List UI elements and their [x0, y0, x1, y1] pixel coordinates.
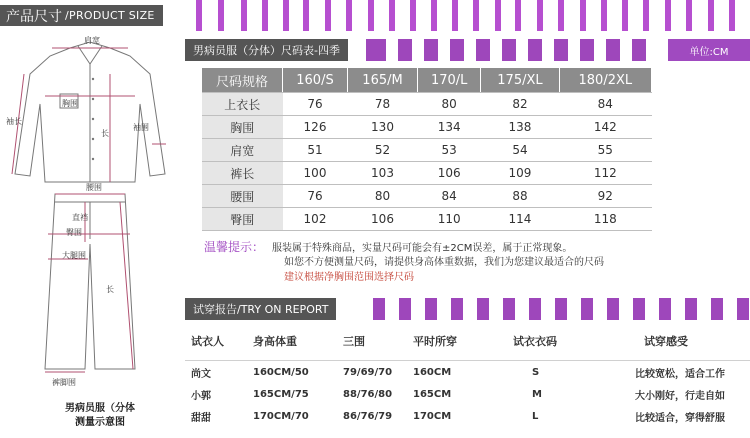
header-stripe [452, 0, 458, 31]
table-row [185, 383, 750, 405]
header-stripe [241, 0, 247, 31]
label-hip: 臀围 [66, 228, 82, 237]
header-stripe [558, 0, 564, 31]
section-stripe [398, 39, 412, 61]
header-stripe [495, 0, 501, 31]
page-header [0, 0, 750, 31]
table-cell: 112 [559, 162, 651, 185]
section-stripe [450, 39, 464, 61]
header-stripe [346, 0, 352, 31]
notes-warning-label: 温馨提示： [204, 240, 265, 254]
table-cell: 大小刚好，行走自如 [635, 390, 725, 402]
table-row [202, 139, 652, 162]
table-cell: 82 [481, 93, 559, 116]
table-cell: M [532, 388, 542, 400]
notes [204, 240, 674, 285]
table-cell: 170CM/70 [253, 410, 309, 422]
table-cell: 170CM [413, 410, 452, 422]
table-cell: 86/76/79 [343, 410, 393, 422]
section-stripe [399, 298, 411, 320]
table-cell: 80 [348, 185, 418, 208]
section-stripe [503, 298, 515, 320]
trial-header-cell: 三围 [342, 322, 412, 361]
table-cell: 106 [418, 162, 481, 185]
size-section-title: 男病员服（分体）尺码表-四季 [185, 39, 348, 61]
section-stripe [373, 298, 385, 320]
table-cell: 76 [283, 93, 348, 116]
header-title-en: /PRODUCT SIZE [65, 9, 155, 22]
label-length: 长 [101, 129, 109, 138]
row-label: 裤长 [202, 162, 283, 185]
section-stripe [607, 298, 619, 320]
section-stripe [451, 298, 463, 320]
header-stripe [410, 0, 416, 31]
label-thigh: 大腿围 [62, 251, 86, 260]
table-cell: 79/69/70 [343, 366, 393, 378]
section-stripe [685, 298, 697, 320]
table-cell: 103 [348, 162, 418, 185]
label-hem: 裤脚围 [52, 378, 76, 387]
sketch-caption [40, 402, 160, 430]
section-stripe [581, 298, 593, 320]
header-stripe [515, 0, 521, 31]
header-stripe [196, 0, 202, 31]
section-stripe [477, 298, 489, 320]
size-header-cell: 160/S [283, 68, 348, 93]
sketch-caption-line1: 男病员服（分体 [65, 403, 135, 414]
row-label: 肩宽 [202, 139, 283, 162]
table-cell: 88/76/80 [343, 388, 393, 400]
header-stripe [729, 0, 735, 31]
table-cell: 130 [348, 116, 418, 139]
section-stripe [476, 39, 490, 61]
header-stripe [686, 0, 692, 31]
header-stripe [643, 0, 649, 31]
header-stripe [368, 0, 374, 31]
notes-text-3: 建议根据净胸围范围选择尺码 [284, 272, 414, 283]
table-cell: 尚文 [191, 368, 211, 380]
header-title-cn: 产品尺寸 [6, 8, 62, 25]
section-stripe [529, 298, 541, 320]
table-cell: 110 [418, 208, 481, 231]
table-cell: 76 [283, 185, 348, 208]
table-cell: 160CM/50 [253, 366, 309, 378]
section-stripe [711, 298, 723, 320]
label-rise: 直裆 [72, 213, 88, 222]
table-cell: 78 [348, 93, 418, 116]
table-cell: 92 [559, 185, 651, 208]
label-sleeve: 袖长 [6, 117, 22, 126]
notes-text-1: 服装属于特殊商品，实量尺码可能会有±2CM误差，属于正常现象。 [272, 243, 573, 254]
section-stripe [425, 298, 437, 320]
table-cell: 134 [418, 116, 481, 139]
header-stripe [601, 0, 607, 31]
table-cell: 114 [481, 208, 559, 231]
row-label: 上衣长 [202, 93, 283, 116]
header-stripe [431, 0, 437, 31]
row-label: 臀围 [202, 208, 283, 231]
trial-header-cell: 试衣人 [185, 322, 252, 361]
table-cell: 102 [283, 208, 348, 231]
sketch-caption-line2: 测量示意图 [75, 417, 125, 428]
header-stripe [665, 0, 671, 31]
table-cell: 53 [418, 139, 481, 162]
table-cell: 51 [283, 139, 348, 162]
table-cell: 165CM [413, 388, 452, 400]
table-cell: 118 [559, 208, 651, 231]
trial-header-cell: 平时所穿 [412, 322, 512, 361]
table-cell: 55 [559, 139, 651, 162]
trial-header-row [185, 322, 750, 361]
section-stripe [424, 39, 438, 61]
label-shoulder: 肩宽 [84, 36, 100, 45]
section-stripe [528, 39, 542, 61]
section-stripe [606, 39, 620, 61]
measurement-sketch [0, 34, 180, 434]
table-row [202, 116, 652, 139]
size-header-cell: 180/2XL [559, 68, 651, 93]
section-stripe [659, 298, 671, 320]
table-cell: 106 [348, 208, 418, 231]
table-cell: 84 [418, 185, 481, 208]
table-row [185, 405, 750, 427]
section-stripe [502, 39, 516, 61]
notes-text-2: 如您不方便测量尺码，请提供身高体重数据，我们为您建议最适合的尺码 [284, 257, 604, 268]
size-table-header-row [202, 68, 652, 93]
header-title [0, 5, 163, 26]
table-cell: 160CM [413, 366, 452, 378]
section-stripe [737, 298, 749, 320]
trial-header-cell: 试衣衣码 [512, 322, 634, 361]
table-row [202, 208, 652, 231]
trial-table [185, 322, 750, 427]
table-cell: 88 [481, 185, 559, 208]
table-cell: 甜甜 [191, 412, 211, 424]
row-label: 胸围 [202, 116, 283, 139]
header-stripe [303, 0, 309, 31]
table-row [202, 93, 652, 116]
table-cell: 126 [283, 116, 348, 139]
header-stripe [325, 0, 331, 31]
size-header-cell: 165/M [348, 68, 418, 93]
header-stripe [473, 0, 479, 31]
size-header-cell: 175/XL [481, 68, 559, 93]
table-cell: S [532, 366, 540, 378]
section-stripe [554, 39, 568, 61]
table-cell: 138 [481, 116, 559, 139]
header-stripe [622, 0, 628, 31]
label-waist: 腰围 [86, 183, 102, 192]
table-row [202, 162, 652, 185]
table-row [202, 185, 652, 208]
trial-section-title: 试穿报告/TRY ON REPORT [185, 298, 336, 320]
header-stripe [283, 0, 289, 31]
header-stripe [537, 0, 543, 31]
label-cuff: 袖围 [133, 123, 149, 132]
garment-illustration [0, 34, 180, 434]
trial-header-cell: 试穿感受 [634, 322, 750, 361]
unit-label: 单位:CM [668, 39, 750, 61]
section-stripe [555, 298, 567, 320]
section-stripe [633, 298, 645, 320]
section-stripe [580, 39, 594, 61]
table-cell: L [532, 410, 539, 422]
header-stripe [580, 0, 586, 31]
table-cell: 54 [481, 139, 559, 162]
row-label: 腰围 [202, 185, 283, 208]
header-stripe [262, 0, 268, 31]
label-pants-length: 长 [106, 285, 114, 294]
label-chest: 胸围 [62, 99, 78, 108]
table-cell: 比较宽松，适合工作 [635, 368, 725, 380]
table-cell: 142 [559, 116, 651, 139]
section-stripe [366, 39, 386, 61]
trial-header-cell: 身高体重 [252, 322, 342, 361]
size-header-cell: 尺码规格 [202, 68, 283, 93]
table-cell: 100 [283, 162, 348, 185]
table-cell: 109 [481, 162, 559, 185]
table-cell: 165CM/75 [253, 388, 309, 400]
section-stripe [632, 39, 646, 61]
header-stripe [708, 0, 714, 31]
table-cell: 52 [348, 139, 418, 162]
table-row [185, 361, 750, 384]
table-cell: 比较适合，穿得舒服 [635, 412, 725, 424]
size-table [202, 68, 652, 231]
table-cell: 80 [418, 93, 481, 116]
size-header-cell: 170/L [418, 68, 481, 93]
header-stripe [389, 0, 395, 31]
table-cell: 84 [559, 93, 651, 116]
table-cell: 小郭 [191, 390, 211, 402]
header-stripe [218, 0, 224, 31]
notes-line-1 [204, 240, 674, 255]
